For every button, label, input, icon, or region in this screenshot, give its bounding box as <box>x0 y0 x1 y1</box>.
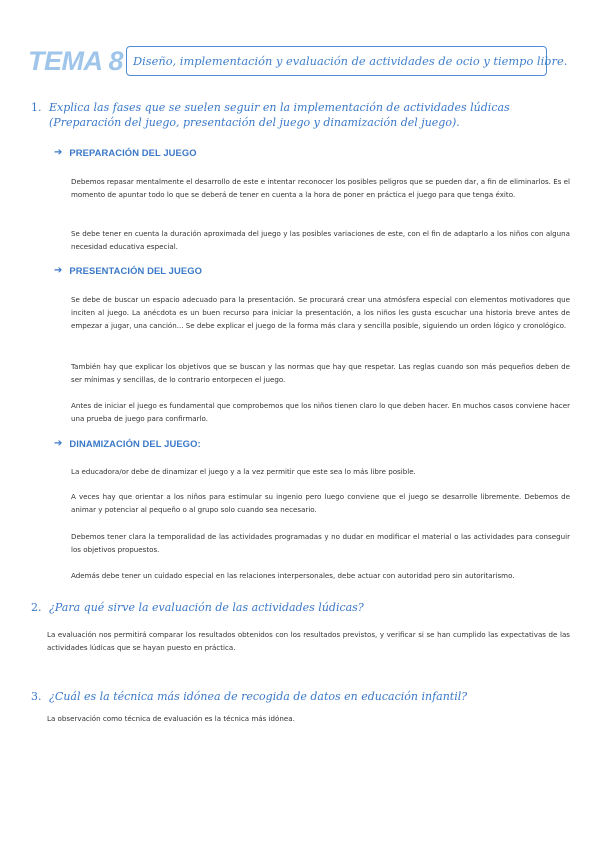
section-title: PRESENTACIÓN DEL JUEGO <box>69 265 202 276</box>
question-text: ¿Cuál es la técnica más idónea de recogida de datos en educación infantil? <box>49 690 468 703</box>
question-text: Explica las fases que se suelen seguir en la implementación de actividades lúdicas (Preparación del juego, presentación del juego y dinamización del juego). <box>49 101 510 129</box>
section-title: PREPARACIÓN DEL JUEGO <box>69 147 197 158</box>
question-number: 3. <box>31 690 42 703</box>
arrow-right-icon: ➔ <box>54 438 63 449</box>
topic-number: TEMA 8 <box>28 46 124 76</box>
topic-title: Diseño, implementación y evaluación de actividades de ocio y tiempo libre. <box>133 54 568 68</box>
section-title: DINAMIZACIÓN DEL JUEGO: <box>69 438 201 449</box>
question-number: 2. <box>31 601 42 614</box>
paragraph: La educadora/or debe de dinamizar el juego y a la vez permitir que este sea lo más libre posible. <box>71 467 416 476</box>
section-heading <box>54 265 202 276</box>
arrow-right-icon: ➔ <box>54 147 63 158</box>
answer-paragraph: La evaluación nos permitirá comparar los resultados obtenidos con los resultados previstos, y verificar si se han cumplido las expectativas de las actividades lúdicas que se hayan puesto en práctica. <box>47 630 570 653</box>
question-text: ¿Para qué sirve la evaluación de las actividades lúdicas? <box>49 601 364 614</box>
paragraph: Además debe tener un cuidado especial en las relaciones interpersonales, debe actuar con autoridad pero sin autoritarismo. <box>71 571 515 580</box>
paragraph: A veces hay que orientar a los niños para estimular su ingenio pero luego conviene que el juego se desarrolle libremente. Debemos de animar y potenciar al pequeño o al grupo solo cuando sea necesario. <box>71 492 570 515</box>
paragraph: También hay que explicar los objetivos que se buscan y las normas que hay que respetar. Las reglas cuando son más pequeños deben de ser mínimas y sencillas, de lo contrario entorpecen el juego. <box>71 362 570 385</box>
topic-title-box <box>126 46 568 76</box>
paragraph: Antes de iniciar el juego es fundamental que comprobemos que los niños tienen claro lo que deben hacer. En muchos casos conviene hacer una prueba de juego para confirmarlo. <box>71 401 570 424</box>
answer-paragraph: La observación como técnica de evaluación es la técnica más idónea. <box>47 714 295 723</box>
arrow-right-icon: ➔ <box>54 265 63 276</box>
paragraph: Debemos tener clara la temporalidad de las actividades programadas y no dudar en modificar el material o las actividades para conseguir los objetivos propuestos. <box>71 532 570 555</box>
section-heading <box>54 438 201 449</box>
paragraph: Debemos repasar mentalmente el desarrollo de este e intentar reconocer los posibles peligros que se pueden dar, a fin de eliminarlos. Es el momento de apuntar todo lo que se deberá de tener en cuenta a la hora de poner en práctica el juego para que tenga éxito. <box>71 177 570 200</box>
paragraph: Se debe de buscar un espacio adecuado para la presentación. Se procurará crear una atmósfera especial con elementos motivadores que inciten al juego. La anécdota es un buen recurso para iniciar la presentación, a los niños les gusta escuchar una historia breve antes de empezar a jugar, una canción... Se debe explicar el juego de la forma más clara y sencilla posible, siguiendo un orden lógico y cronológico. <box>71 295 570 331</box>
section-heading <box>54 147 197 158</box>
question-number: 1. <box>31 101 42 114</box>
paragraph: Se debe tener en cuenta la duración aproximada del juego y las posibles variaciones de este, con el fin de adaptarlo a los niños con alguna necesidad educativa especial. <box>71 229 570 252</box>
